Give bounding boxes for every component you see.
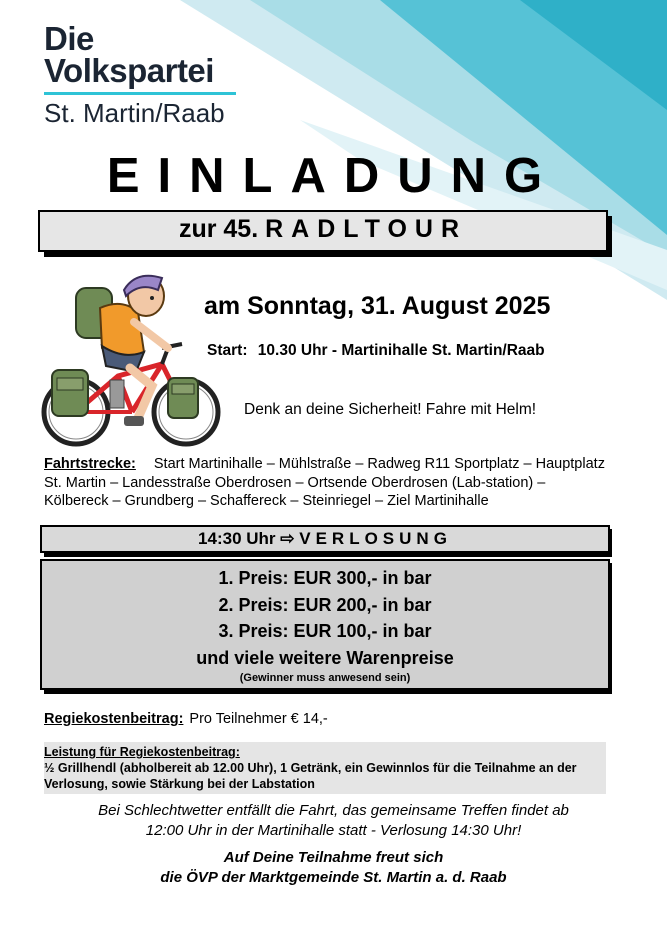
- start-info: [207, 342, 545, 360]
- subtitle-name: RADLTOUR: [265, 215, 468, 243]
- weather-line-2: 12:00 Uhr in der Martinihalle statt - Verlosung 14:30 Uhr!: [145, 822, 522, 839]
- event-date: am Sonntag, 31. August 2025: [204, 292, 551, 320]
- fee-text: Pro Teilnehmer € 14,-: [189, 711, 328, 727]
- prize-item-2: 2. Preis: EUR 200,- in bar: [218, 594, 432, 615]
- subtitle-prefix: zur 45.: [178, 215, 259, 243]
- page-title: EINLADUNG: [106, 149, 561, 203]
- closing-text: [0, 848, 667, 888]
- logo-location: St. Martin/Raab: [44, 98, 225, 128]
- included-label: Leistung für Regiekostenbeitrag:: [44, 745, 240, 759]
- prizes-list: [42, 561, 608, 685]
- fee-label: Regiekostenbeitrag:: [44, 711, 184, 727]
- prize-item-1: 1. Preis: EUR 300,- in bar: [218, 568, 432, 588]
- closing-line-1: Auf Deine Teilnahme freut sich: [223, 849, 444, 866]
- weather-note: [0, 801, 667, 841]
- fee-info: [44, 711, 328, 727]
- route-description: [44, 455, 609, 511]
- arrow-right-icon: ⇨: [280, 529, 295, 548]
- start-text: 10.30 Uhr - Martinihalle St. Martin/Raab: [257, 342, 545, 359]
- logo-line-volkspartei: Volkspartei: [44, 52, 214, 89]
- prize-item-3: 3. Preis: EUR 100,- in bar: [218, 621, 432, 641]
- weather-line-1: Bei Schlechtwetter entfällt die Fahrt, das gemeinsame Treffen findet ab: [98, 802, 569, 819]
- included-text: ½ Grillhendl (abholbereit ab 12.00 Uhr), 1 Getränk, ein Gewinnlos für die Teilnahme an der Verlosung, sowie Stärkung bei der Labstation: [44, 761, 577, 791]
- subtitle-box: [38, 210, 608, 252]
- raffle-label: VERLOSUNG: [299, 529, 452, 548]
- prize-note: (Gewinner muss anwesend sein): [239, 672, 411, 684]
- route-label: Fahrtstrecke:: [44, 456, 136, 472]
- closing-line-2: die ÖVP der Marktgemeinde St. Martin a. d. Raab: [160, 869, 507, 886]
- raffle-header-text: [42, 527, 608, 551]
- route-text: Start Martinihalle – Mühlstraße – Radweg R11 Sportplatz – Hauptplatz St. Martin – Landesstraße Oberdrosen – Ortsende Oberdrosen (Lab-station) – Kölbereck – Grundberg – Schaffereck – Steinriegel – Ziel Martinihalle: [44, 456, 605, 509]
- logo-line-die: Die: [44, 20, 94, 57]
- raffle-header-box: [40, 525, 610, 553]
- subtitle-text: [40, 212, 606, 246]
- included-services: [44, 742, 606, 794]
- logo-divider: [44, 92, 236, 95]
- start-label: Start:: [207, 342, 248, 359]
- prizes-box: [40, 559, 610, 690]
- prize-more: und viele weitere Warenpreise: [196, 647, 454, 668]
- safety-note: Denk an deine Sicherheit! Fahre mit Helm!: [244, 401, 537, 418]
- cyclist-illustration-icon: [40, 268, 222, 454]
- raffle-time: 14:30 Uhr: [198, 529, 276, 548]
